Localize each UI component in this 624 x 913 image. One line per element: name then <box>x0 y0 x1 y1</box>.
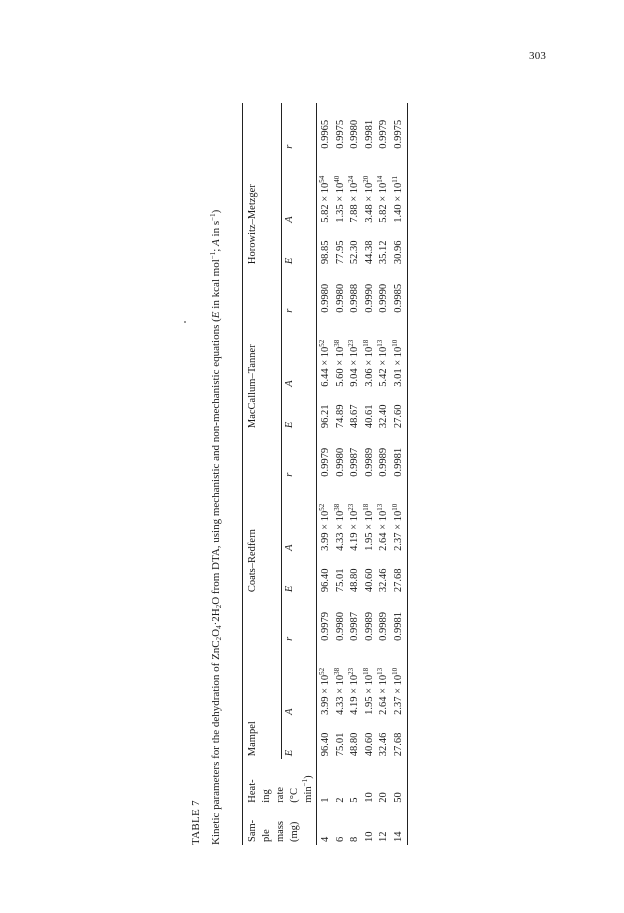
cell-maccallum-e: 32.40 <box>378 404 389 429</box>
cell-mampel-a: $2.64 \times 10^{13}$ <box>376 667 389 715</box>
cell-maccallum-a: $3.01 \times 10^{10}$ <box>392 316 408 390</box>
cell-mampel-e: 96.40 <box>317 718 334 759</box>
sub-header-r: r <box>284 636 296 641</box>
cell-heating-rate: 5 <box>349 797 360 803</box>
cell-maccallum-a: $3.06 \times 10^{18}$ <box>361 339 375 387</box>
heating-rate-header: Heat- ing rate (°C $\min^{-1}$) <box>243 759 317 805</box>
cell-maccallum-r: 0.9985 <box>392 267 408 316</box>
cell-mampel-e: 48.80 <box>349 732 360 757</box>
cell-coats-a: $3.99 \times 10^{52}$ <box>317 480 334 554</box>
cell-horowitz-e: 77.95 <box>334 240 346 265</box>
cell-mampel-e: 75.01 <box>334 732 346 757</box>
cell-coats-r: 0.9987 <box>349 447 360 477</box>
sub-header-e: E <box>284 585 296 593</box>
rotated-table-block <box>190 100 430 845</box>
cell-maccallum-a: $5.60 \times 10^{38}$ <box>332 339 346 387</box>
cell-maccallum-r: 0.9990 <box>363 283 375 313</box>
sub-header-r: r <box>284 144 296 149</box>
table-row <box>377 103 392 845</box>
sub-header-e: E <box>284 749 296 757</box>
sub-header-a: A <box>284 708 296 715</box>
cell-coats-r: 0.9981 <box>392 431 408 480</box>
cell-horowitz-r: 0.9975 <box>392 103 408 152</box>
cell-mampel-a: $3.99 \times 10^{52}$ <box>317 644 334 718</box>
cell-coats-a: $4.19 \times 10^{23}$ <box>347 503 360 551</box>
table-row <box>392 103 408 845</box>
page-number: 303 <box>529 50 547 62</box>
sub-header-e: E <box>284 257 296 265</box>
cell-horowitz-a: $5.82 \times 10^{54}$ <box>317 152 334 226</box>
cell-mampel-r: 0.9989 <box>363 611 375 641</box>
sub-header-r: r <box>284 472 296 477</box>
cell-coats-e: 32.46 <box>378 568 389 593</box>
cell-coats-r: 0.9989 <box>378 447 389 477</box>
sub-header-a: A <box>284 216 296 223</box>
cell-heating-rate: 20 <box>378 792 389 803</box>
cell-coats-a: $4.33 \times 10^{38}$ <box>332 503 346 551</box>
cell-coats-e: 27.68 <box>392 554 408 595</box>
cell-heating-rate: 1 <box>317 759 334 805</box>
kinetic-parameters-table <box>242 103 408 845</box>
cell-sample-mass: 8 <box>349 836 360 842</box>
cell-horowitz-r: 0.9980 <box>349 119 360 149</box>
cell-maccallum-r: 0.9980 <box>317 267 334 316</box>
method-header-mampel: Mampel <box>243 595 282 759</box>
cell-maccallum-e: 27.60 <box>392 390 408 431</box>
cell-sample-mass: 12 <box>378 831 389 842</box>
cell-heating-rate: 10 <box>363 792 375 803</box>
cell-sample-mass: 4 <box>317 806 334 845</box>
cell-maccallum-a: $6.44 \times 10^{52}$ <box>317 316 334 390</box>
cell-mampel-e: 27.68 <box>392 718 408 759</box>
cell-mampel-e: 32.46 <box>378 732 389 757</box>
cell-mampel-e: 40.60 <box>363 732 375 757</box>
cell-maccallum-r: 0.9988 <box>349 283 360 313</box>
cell-horowitz-e: 35.12 <box>378 240 389 265</box>
cell-coats-a: $1.95 \times 10^{18}$ <box>361 503 375 551</box>
cell-maccallum-e: 40.61 <box>363 404 375 429</box>
cell-mampel-r: 0.9980 <box>334 611 346 641</box>
table-row <box>334 103 349 845</box>
cell-coats-r: 0.9989 <box>363 447 375 477</box>
sub-header-a: A <box>284 544 296 551</box>
table-caption: Kinetic parameters for the dehydration of $ZnC_2O_4\cdot 2H_2O$ from DTA, using mechanistic and non-mechanistic equations (E in kcal mol$^{-1}$; A in $s^{-1}$) <box>209 209 223 845</box>
cell-horowitz-a: $7.88 \times 10^{24}$ <box>347 175 360 223</box>
sub-header-e: E <box>284 421 296 429</box>
cell-mampel-r: 0.9987 <box>349 611 360 641</box>
cell-maccallum-a: $9.04 \times 10^{23}$ <box>347 339 360 387</box>
cell-coats-a: $2.64 \times 10^{13}$ <box>376 503 389 551</box>
sub-header-a: A <box>284 380 296 387</box>
table-row <box>348 103 363 845</box>
cell-mampel-r: 0.9989 <box>378 611 389 641</box>
cell-horowitz-a: $1.40 \times 10^{11}$ <box>392 152 408 226</box>
table-label: TABLE 7 <box>190 800 202 845</box>
cell-horowitz-a: $3.48 \times 10^{20}$ <box>361 175 375 223</box>
cell-coats-e: 40.60 <box>363 568 375 593</box>
cell-sample-mass: 6 <box>334 836 346 842</box>
cell-horowitz-r: 0.9979 <box>378 119 389 149</box>
cell-maccallum-a: $5.42 \times 10^{13}$ <box>376 339 389 387</box>
cell-maccallum-r: 0.9980 <box>334 283 346 313</box>
method-header-maccallum-tanner: MacCallum–Tanner <box>243 267 282 431</box>
cell-horowitz-a: $1.35 \times 10^{40}$ <box>332 175 346 223</box>
cell-horowitz-e: 30.96 <box>392 226 408 267</box>
cell-maccallum-e: 96.21 <box>317 390 334 431</box>
cell-heating-rate: 2 <box>334 797 346 803</box>
cell-horowitz-r: 0.9965 <box>317 103 334 152</box>
method-header-coats-redfern: Coats–Redfern <box>243 431 282 595</box>
cell-coats-r: 0.9980 <box>334 447 346 477</box>
cell-sample-mass: 14 <box>392 806 408 845</box>
sub-header-r: r <box>284 308 296 313</box>
sample-mass-header: Sam- ple mass (mg) <box>243 806 317 845</box>
cell-maccallum-r: 0.9990 <box>378 283 389 313</box>
cell-horowitz-e: 98.85 <box>317 226 334 267</box>
cell-coats-r: 0.9979 <box>317 431 334 480</box>
cell-mampel-r: 0.9981 <box>392 595 408 644</box>
cell-horowitz-a: $5.82 \times 10^{14}$ <box>376 175 389 223</box>
cell-maccallum-e: 48.67 <box>349 404 360 429</box>
cell-horowitz-e: 44.38 <box>363 240 375 265</box>
cell-sample-mass: 10 <box>363 831 375 842</box>
table-row <box>317 103 334 845</box>
cell-mampel-a: $4.19 \times 10^{23}$ <box>347 667 360 715</box>
cell-mampel-a: $1.95 \times 10^{18}$ <box>361 667 375 715</box>
cell-horowitz-r: 0.9981 <box>363 119 375 149</box>
cell-heating-rate: 50 <box>392 759 408 805</box>
cell-mampel-a: $4.33 \times 10^{38}$ <box>332 667 346 715</box>
cell-coats-e: 96.40 <box>317 554 334 595</box>
cell-horowitz-e: 52.30 <box>349 240 360 265</box>
cell-coats-e: 48.80 <box>349 568 360 593</box>
cell-mampel-r: 0.9979 <box>317 595 334 644</box>
print-speck <box>184 321 186 323</box>
cell-coats-e: 75.01 <box>334 568 346 593</box>
method-header-horowitz-metzger: Horowitz–Metzger <box>243 103 282 267</box>
cell-mampel-a: $2.37 \times 10^{10}$ <box>392 644 408 718</box>
cell-horowitz-r: 0.9975 <box>334 119 346 149</box>
cell-maccallum-e: 74.89 <box>334 404 346 429</box>
table-row <box>363 103 378 845</box>
cell-coats-a: $2.37 \times 10^{10}$ <box>392 480 408 554</box>
